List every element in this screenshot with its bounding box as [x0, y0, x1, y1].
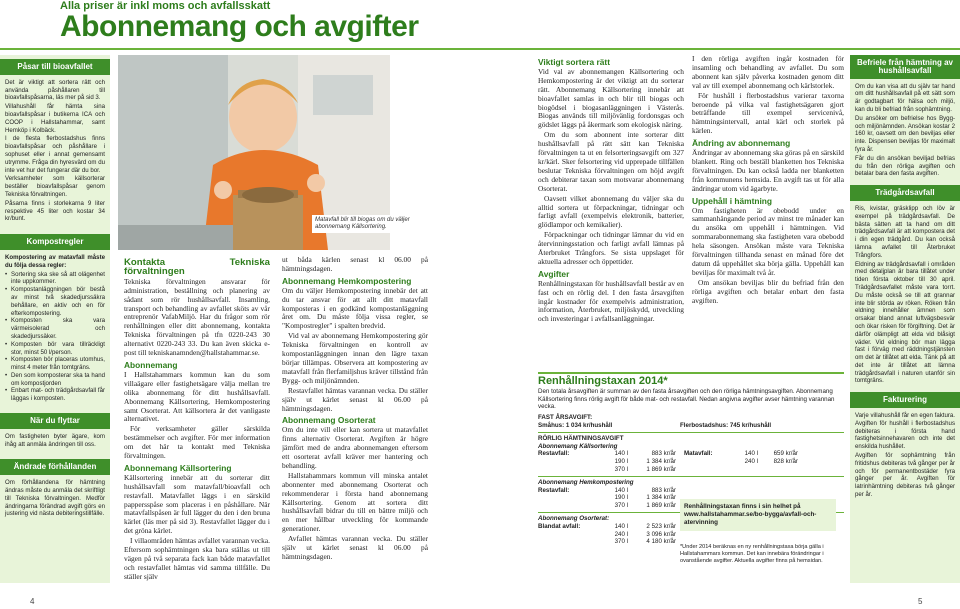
bullet-list	[5, 271, 105, 404]
divider	[538, 476, 844, 477]
page-number-left: 4	[30, 597, 35, 606]
sidebar-paragraph: Verksamheter som källsorterar beställer bioavfallspåsar genom Tekniska förvaltningen.	[5, 175, 105, 198]
taxa-heading: Renhållningstaxan 2014*	[538, 375, 668, 387]
body-paragraph: Renhållningstaxan för hushållsavfall består av en fast och en rörlig del. I den fasta årsavgiften ingår kostnader för exempelvis administration, information, Återbruket, miljöskydd, utveckling och investeringar i avfallsanläggningar.	[538, 278, 684, 324]
tariff-price: 828 kr/år	[773, 458, 798, 466]
section-heading: Uppehåll i hämtning	[692, 195, 773, 206]
spacer	[850, 500, 960, 506]
osorterat-title: Abonnemang Osorterat:	[538, 514, 610, 522]
body-paragraph: Om du väljer Hemkompostering innebär det att du tar ansvar för att allt ditt matavfall komposteras i en godkänd kompostanläggning året om. Du måste följa vissa regler, se "Kompostregler" i spalten bredvid.	[282, 285, 428, 331]
body-paragraph: Förpackningar och tidningar lämnar du vid en återvinningsstation och farligt avfall lämnas på Återbruket Trångfors. Se sista uppslaget för aktuella adresser och öppettider.	[538, 230, 684, 266]
text-column-3	[538, 55, 684, 371]
section-heading: Abonnemang Osorterat	[282, 415, 376, 426]
sidebar-paragraph: Om du kan visa att du själv tar hand om ditt hushållsavfall på ett sätt som är godtagbart för hälsa och miljö, kan du bli befriad från sophämtning.	[855, 82, 955, 113]
tariff-label	[538, 531, 606, 539]
text-column-2	[282, 256, 428, 591]
taxa-box	[538, 372, 844, 582]
body-paragraph: Ändringar av abonnemang ska göras på en särskild blankett. Ring och beställ blanketten hos Tekniska förvaltningen. Du kan också ladda ner blanketten från kommunens hemsida. En avgift tas ut för alla ändringar utom vid ägarbyte.	[692, 148, 844, 193]
tariff-price: 3 096 kr/år	[646, 530, 676, 538]
tariff-price: 2 523 kr/år	[646, 522, 676, 530]
sidebar-lead: Kompostering av matavfall måste du följa dessa regler:	[5, 253, 105, 269]
sidebar-heading: Kompostregler	[0, 234, 110, 250]
tariff-label	[538, 466, 606, 474]
tariff-price: 659 kr/år	[773, 450, 798, 458]
sidebar-paragraph: Du ansöker om befrielse hos Bygg- och miljönämnden. Ansökan kostar 2 160 kr, oavsett om den beviljas eller inte. Dispensen beviljas för maximalt fyra år.	[855, 114, 955, 153]
tariff-label: Restavfall:	[538, 450, 570, 458]
fast-row	[538, 422, 844, 430]
body-paragraph: För verksamheter gäller särskilda bestämmelser och avgifter. För mer information om det här ta kontakt med Tekniska förvaltningen.	[124, 424, 270, 461]
section-heading: Kontakta Tekniska förvaltningen	[124, 257, 270, 277]
tariff-price: 1 384 kr/år	[646, 458, 676, 466]
section-heading: Abonnemang Hemkompostering	[282, 275, 412, 286]
page-number-right: 5	[918, 597, 923, 606]
sidebar-paragraph: Om fastigheten byter ägare, kom ihåg att anmäla ändringen till oss.	[5, 432, 105, 448]
tariff-price: 883 kr/år	[651, 486, 676, 494]
sidebar-heading: Trädgårdsavfall	[850, 185, 960, 201]
body-paragraph: I den rörliga avgiften ingår kostnaden för insamling och behandling av avfallet. Du som abonnent kan själv påverka kostnaden genom ditt val av till exempel abonnemang och kärlstorlek.	[692, 55, 844, 90]
tariff-label	[538, 494, 606, 502]
taxa-link[interactable]: Renhållningstaxan finns i sin helhet på www.hallstahammar.se/bo-bygga/avfall-och-atervinning	[680, 499, 836, 531]
tariff-row	[538, 450, 844, 458]
kallsortering-rows	[538, 450, 844, 473]
left-sidebar	[0, 55, 110, 583]
tariff-row	[538, 466, 844, 474]
spacer	[0, 519, 110, 525]
body-paragraph: Tekniska förvaltningen ansvarar för administration, beställning och planering av sådant som rör hushållsavfall. Insamling, transport och behandling av avfallet sköts av vår entreprenör VafabMiljö. Har du frågor som rör renhållningen eller ditt abonnemang, kontakta Tekniska förvaltningen på tfn 0220-243 30 alternativt 0220-243 33. Du kan även skicka e-post till tekniskanamnden@hallstahammar.se.	[124, 276, 270, 358]
body-paragraph: ut båda kärlen senast kl 06.00 på hämtningsdagen.	[282, 256, 428, 273]
title-rule	[0, 48, 960, 50]
tariff-row	[538, 458, 844, 466]
tariff-size: 190 l	[614, 494, 628, 502]
tariff-row	[538, 487, 844, 495]
tariff-size: 140 l	[744, 450, 758, 458]
tariff-label: Blandat avfall:	[538, 522, 581, 530]
text-column-4	[692, 55, 844, 371]
taxa-intro: Den totala årsavgiften är summan av den fasta årsavgiften och den rörliga hämtningsavgiften. Abonnemang Källsortering finns rörlig avgift för både mat- och restavfall. Nedan angivna avgifter avser hämtning varannan vecka.	[538, 387, 835, 411]
sidebar-text	[0, 254, 110, 403]
tariff-size: 240 l	[744, 458, 758, 466]
tariff-size: 370 l	[614, 465, 628, 473]
sidebar-paragraph: Villahushåll får hämta sina bioavfallspåsar i butikerna ICA och COOP i Hallstahammar, samt Hemköp i Kolbäck.	[5, 103, 105, 134]
sidebar-heading: När du flyttar	[0, 413, 110, 429]
right-sidebar	[850, 55, 960, 583]
hemkomp-title: Abonnemang Hemkompostering	[538, 478, 634, 486]
body-paragraph: Restavfallet hämtas varannan vecka. Du ställer själv ut kärlet senast kl 06.00 på hämtningsdagen.	[282, 385, 428, 413]
body-paragraph: Om du som abonnent inte sorterar ditt hushållsavfall på rätt sätt kan Tekniska förvaltningen ta ut en felsorteringsavgift om 327 kr/kärl. Sker felsortering vid upprepade tillfällen beslutar Tekniska förvaltningen om höjd avgift och debiterar taxan som motsvarar abonnemang Osorterat.	[538, 130, 684, 193]
body-paragraph: För hushåll i flerbostadshus varierar taxorna beroende på vilka val fastighetsägaren gjort beträffande till exempel servicenivå, hämtningsintervall, antal kärl och storlek på kärlen.	[692, 90, 844, 136]
tariff-label: Matavfall:	[684, 450, 713, 458]
section-heading: Ändring av abonnemang	[692, 138, 791, 149]
header-kicker: Alla priser är inkl moms och avfallsskatt	[60, 0, 271, 12]
bullet-item: • Komposten ska vara värmeisolerad och skadedjurssäker.	[5, 317, 105, 340]
sidebar-text	[0, 79, 110, 223]
tariff-size: 240 l	[614, 530, 628, 538]
body-paragraph: I villaområden hämtas avfallet varannan vecka. Eftersom sophämtningen ska bara ställas ut till vägen på två separata fack kan både matavfallet och restavfallet hämtas vid samma tillfälle. Du ställer själv	[124, 536, 270, 581]
tariff-price: 883 kr/år	[651, 450, 676, 458]
sidebar-paragraph: Eldning av trädgårdsavfall i områden med detaljplan är bara tillåtet under tiden första oktober till 30 april. Trädgårdsavfallet måste vara torrt. Du måste också se till att grannar inte blir störda av röken. Röken från eldning innehåller ämnen som orsakar bland annat luftvägsbesvär och ökar risken för förgiftning. Det är därför olämpligt att elda vid blåsigt väder. Vid eldning bör man lägga fast i förväg med räddningstjänsten om det är tillåtet att elda. Tänk på att det inte är tillåtet att lämna trädgårdsavfall i naturen utanför sin tomtgräns.	[855, 260, 955, 385]
sidebar-paragraph: Det är viktigt att sortera rätt och använda påshållaren till bioavfallspåsarna, läs mer på sid 3.	[5, 78, 105, 102]
text-column-1	[124, 256, 270, 591]
tariff-price: 1 869 kr/år	[646, 465, 676, 473]
body-paragraph: Om ansökan beviljas blir du befriad från den rörliga avgiften och betalar enbart den fasta avgiften.	[692, 277, 844, 305]
tariff-label	[538, 502, 606, 510]
rorlig-label: RÖRLIG HÄMTNINGSAVGIFT	[538, 434, 624, 442]
spacer	[0, 224, 110, 230]
sidebar-text	[850, 412, 960, 499]
section-heading: Viktigt sortera rätt	[538, 57, 610, 67]
bullet-item: • Den som komposterar ska ta hand om kompostjorden	[5, 372, 105, 388]
sidebar-heading: Befriele från hämtning av hushållsavfall	[850, 55, 960, 79]
tariff-label	[676, 458, 728, 466]
smahus-fee: Småhus: 1 034 kr/hushåll	[538, 421, 613, 429]
body-paragraph: Om fastigheten är obebodd under en sammanhängande period av minst tre månader kan du ansöka om uppehåll i hämtningen. Vid sommarabonnemang ska fastigheten vara obebodd hela säsongen. Ansökan måste vara Tekniska förvaltningen tillhanda senast en månad före det datum då uppehållet ska börja gälla. Uppehåll kan beviljas för maximalt två år.	[692, 205, 844, 277]
tariff-label: Restavfall:	[538, 486, 570, 494]
sidebar-paragraph: Får du din ansökan beviljad befrias du från den rörliga avgiften och betalar bara den fasta avgiften.	[855, 154, 955, 178]
sidebar-heading: Ändrade förhållanden	[0, 459, 110, 475]
body-paragraph: Avfallet hämtas varannan vecka. Du ställer själv ut kärlet senast kl 06.00 på hämtningsdagen.	[282, 534, 428, 561]
sidebar-text	[0, 433, 110, 449]
body-paragraph: Vid val av abonnemang Hemkompostering gör Tekniska förvaltningen en kontroll av kompostanläggningen innan den lägre taxan börjar tillämpas. Observera att kompostering av matavfall från flerfamiljshus kräver tillstånd från Bygg- och miljönämnden.	[282, 331, 428, 385]
sidebar-paragraph: Påsarna finns i storlekarna 9 liter respektive 45 liter och kostar 34 kr/bunt.	[5, 199, 105, 223]
spacer	[0, 403, 110, 409]
section-heading: Abonnemang	[124, 359, 178, 370]
tariff-size: 190 l	[614, 458, 628, 466]
sidebar-paragraph: Ris, kvistar, gräsklipp och löv är exempel på trädgårdsavfall. De bästa sätten att ta hand om ditt trädgårdsavfall är att kompostera det i din egen trädgård. Du kan också lämna avfallet till Återbruket Trångfors.	[855, 204, 955, 259]
sidebar-text	[850, 205, 960, 385]
body-paragraph: Oavsett vilket abonnemang du väljer ska du alltid sortera ut förpackningar, tidningar och farligt avfall (exempelvis elektronik, batterier, glödlampor och kemikalier).	[538, 193, 684, 230]
sidebar-paragraph: I de flesta flerbostadshus finns bioavfallspåsar och påshållare i sophuset eller i annat gemensamt utrymme. Fråga din hyresvärd om du inte vet hur det fungerar där du bor.	[5, 135, 105, 174]
tariff-size: 370 l	[614, 502, 628, 510]
tariff-size: 370 l	[614, 538, 628, 546]
photo-caption: Matavfall blir till biogas om du väljer abonnemang Källsortering.	[312, 215, 418, 233]
section-heading: Abonnemang Källsortering	[124, 462, 232, 473]
section-heading: Avgifter	[538, 268, 570, 279]
tariff-size: 140 l	[614, 522, 628, 530]
taxa-footnote: *Under 2014 beräknas en ny renhållningstaxa börja gälla i Hallstahammars kommun. Det kan innebära förändringar i ovanstående avgifter. Aktuella avgifter finns på hemsidan.	[680, 544, 824, 564]
tariff-label	[538, 458, 606, 466]
tariff-price: 1 869 kr/år	[646, 502, 676, 510]
kallsortering-title: Abonnemang Källsortering	[538, 442, 618, 450]
tariff-size: 140 l	[614, 486, 628, 494]
page-title: Abonnemang och avgifter	[60, 10, 419, 43]
bullet-item: • Komposten bör placeras utomhus, minst 4 meter från tomtgräns.	[5, 356, 105, 372]
body-paragraph: Källsortering innebär att du sorterar ditt hushållsavfall som matavfall/bioavfall och restavfall. Matavfallet läggs i en särskild pappersspåse som placeras i en påshållare. När matavfallspåsen är full lägger du den i den bruna kärlet (läs mer på sid 3). Restavfallet lägger du i det gröna kärlet.	[124, 472, 270, 536]
tariff-price: 4 180 kr/år	[646, 538, 676, 546]
sidebar-heading: Påsar till bioavfallet	[0, 59, 110, 75]
sidebar-heading: Fakturering	[850, 392, 960, 408]
bullet-item: • Kompostanläggningen bör bestå av minst två skadedjurssäkra behållare, en aktiv och en för efterkompostering.	[5, 286, 105, 317]
fast-label: FAST ÅRSAVGIFT:	[538, 414, 593, 422]
bullet-item: • Enbart mat- och trädgårdsavfall får läggas i komposten.	[5, 387, 105, 403]
bullet-item: • Sortering ska ske så att olägenhet inte uppkommer.	[5, 271, 105, 287]
flerbostad-fee: Flerbostadshus: 745 kr/hushåll	[680, 421, 772, 429]
body-paragraph: Om du inte vill eller kan sortera ut matavfallet finns alternativ Osorterat. Avgiften är högre jämfört med de andra abonnemangen eftersom ett osorterat avfall kräver mer hantering och behandling.	[282, 425, 428, 470]
sidebar-paragraph: Om förhållandena för hämtning ändras måste du anmäla det skriftligt till Tekniska förvaltningen. Medför ändringarna förändrad avgift görs en justering vid nästa debiteringstillfälle.	[5, 479, 105, 518]
sidebar-text	[850, 83, 960, 179]
sidebar-paragraph: Varje villahushåll får en egen faktura. Avgiften för hushåll i flerbostadshus debiteras i första hand fastighetsinnehavaren och inte det enskilda hushållet.	[855, 412, 955, 451]
body-paragraph: Vid val av abonnemangen Källsortering och Hemkompostering är det viktigt att du sorterar rätt. Abonnemang Källsortering innebär att bioavfallet samlas in och blir till biogas och biogödsel i biogasanläggningen i Västerås. Biogas används till miljövänlig fordonsgas och gödslet läggs på åkermark som ekologisk näring.	[538, 66, 684, 130]
divider	[538, 432, 844, 433]
tariff-price: 1 384 kr/år	[646, 494, 676, 502]
tariff-row	[538, 531, 844, 539]
tariff-size: 140 l	[614, 450, 628, 458]
sidebar-text	[0, 479, 110, 518]
body-paragraph: I Hallstahammars kommun kan du som villaägare eller fastighetsägare välja mellan tre olika abonnemang för ditt hushållsavfall. Abonnemang Källsortering, Hemkompostering samt Osorterat. Att källsortera är det vanligaste alternativet.	[124, 369, 270, 424]
tariff-label	[538, 538, 606, 546]
spacer	[0, 449, 110, 455]
bullet-item: • Komposten bör vara tillräckligt stor, minst 50 l/person.	[5, 341, 105, 357]
sidebar-paragraph: Avgiften för sophämtning från fritidshus debiteras två gånger per år och för permanentbostäder fyra gånger per år. Avgiften för latrinhämtning debiteras två gånger per år.	[855, 452, 955, 499]
body-paragraph: Hallstahammars kommun vill minska antalet abonnenter med abonnemang Osorterat och rekommenderar i första hand abonnemang Källsortering. Genom att sortera ditt hushållsavfall bidrar du till en bättre miljö och en mer hållbar utveckling för kommande generationer.	[282, 470, 428, 534]
